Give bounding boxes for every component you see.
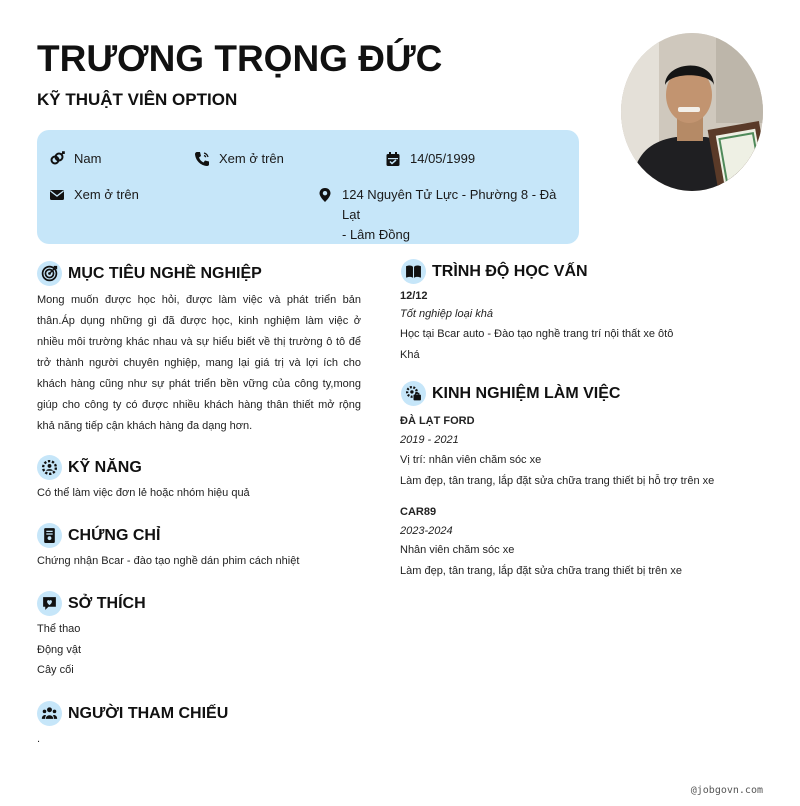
skills-text: Có thể làm việc đơn lẻ hoặc nhóm hiệu quả: [37, 487, 250, 499]
target-icon: [37, 261, 62, 286]
experience-title: KINH NGHIỆM LÀM VIỆC: [432, 384, 621, 402]
address-line-2: - Lâm Đồng: [342, 227, 410, 242]
job-desc: Làm đẹp, tân trang, lắp đặt sửa chữa trang thiết bị trên xe: [400, 565, 682, 577]
book-icon: [401, 259, 426, 284]
profile-photo: [621, 33, 763, 191]
address-value: [342, 185, 569, 245]
phone-value: Xem ở trên: [219, 151, 284, 166]
gear-person-icon: [37, 455, 62, 480]
hobby-item: Cây cối: [37, 664, 74, 676]
briefcase-gear-icon: [401, 381, 426, 406]
job-title: KỸ THUẬT VIÊN OPTION: [37, 90, 238, 109]
job-company: CAR89: [400, 506, 437, 518]
job-period: 2023-2024: [400, 525, 453, 537]
hobbies-title: SỞ THÍCH: [68, 594, 146, 612]
objective-heading: [37, 261, 262, 286]
address-line-1: 124 Nguyên Tử Lực - Phường 8 - Đà Lạt: [342, 187, 557, 222]
email-item: [49, 185, 139, 205]
watermark-credit: @jobgovn.com: [690, 785, 763, 796]
heart-chat-icon: [37, 591, 62, 616]
address-item: [317, 185, 569, 245]
skills-title: KỸ NĂNG: [68, 458, 142, 476]
hobby-item: Động vật: [37, 644, 82, 656]
birthday-item: [385, 149, 475, 169]
birthday-value: 14/05/1999: [410, 151, 476, 166]
experience-heading: [401, 381, 620, 406]
gender-icon: [49, 151, 65, 167]
job-company: ĐÀ LẠT FORD: [400, 415, 475, 427]
education-date: 12/12: [400, 290, 428, 302]
phone-item: [194, 149, 284, 169]
people-icon: [37, 701, 62, 726]
objective-text: Mong muốn được học hỏi, được làm việc và phát triển bản thân.Áp dụng những gì đã được học, kinh nghiệm làm việc ở nhiều môi trường khác nhau và sự hiểu biết về thị trường ô tô để trở thành người chuyên nghiệp, mang lại giá trị và lợi ích cho khách hàng cũng như sự phát triển bền vững của công ty,mong giúp cho công ty có được nhiều khách hàng thân thiết mở rộng khả năng tiếp cận khách hàng đa dạng hơn.: [37, 294, 361, 432]
education-status: Tốt nghiệp loại khá: [400, 308, 493, 320]
skills-heading: [37, 455, 142, 480]
hobbies-heading: [37, 591, 146, 616]
education-desc: Học tại Bcar auto - Đào tạo nghề trang trí nội thất xe ôtô: [400, 328, 674, 340]
gender-item: [49, 149, 101, 169]
candidate-name: TRƯƠNG TRỌNG ĐỨC: [37, 38, 443, 79]
references-heading: [37, 701, 228, 726]
calendar-icon: [385, 151, 401, 167]
email-value: Xem ở trên: [74, 187, 139, 202]
job-desc: Làm đẹp, tân trang, lắp đặt sửa chữa trang thiết bị hỗ trợ trên xe: [400, 475, 715, 487]
phone-icon: [194, 151, 210, 167]
job-position: Vị trí: nhân viên chăm sóc xe: [400, 454, 542, 466]
contact-info-box: [37, 130, 579, 244]
job-position: Nhân viên chăm sóc xe: [400, 544, 515, 556]
certificates-title: CHỨNG CHỈ: [68, 526, 161, 544]
objective-title: MỤC TIÊU NGHỀ NGHIỆP: [68, 264, 262, 282]
references-text: .: [37, 733, 41, 745]
envelope-icon: [49, 187, 65, 203]
references-title: NGƯỜI THAM CHIẾU: [68, 704, 229, 722]
location-pin-icon: [317, 187, 333, 203]
certificate-icon: [37, 523, 62, 548]
education-grade: Khá: [400, 349, 420, 361]
certificates-heading: [37, 523, 160, 548]
education-title: TRÌNH ĐỘ HỌC VẤN: [432, 262, 588, 280]
job-period: 2019 - 2021: [400, 434, 459, 446]
hobby-item: Thể thao: [37, 623, 81, 635]
education-heading: [401, 259, 588, 284]
certificates-text: Chứng nhận Bcar - đào tạo nghề dán phim cách nhiệt: [37, 555, 300, 567]
gender-value: Nam: [74, 151, 102, 166]
